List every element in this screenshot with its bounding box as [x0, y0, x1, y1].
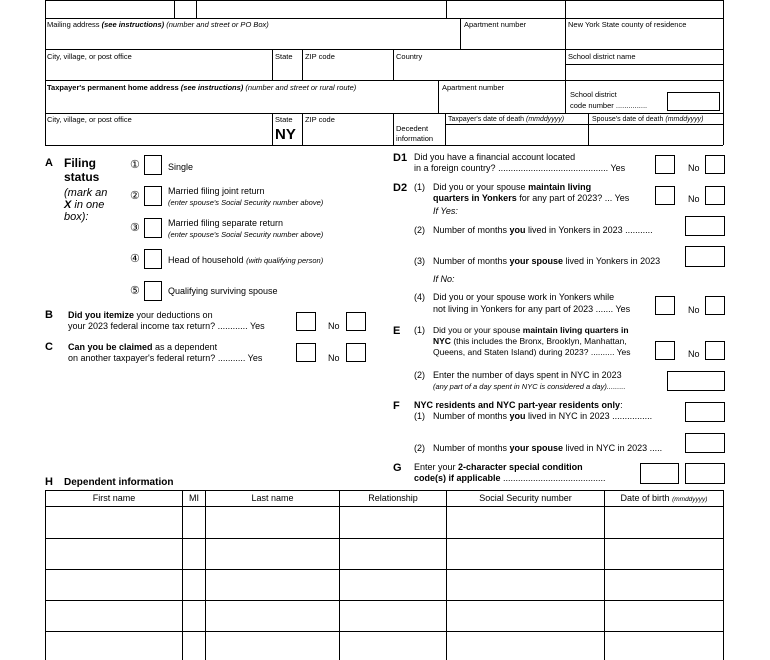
f-q2-dots: .....: [647, 443, 663, 453]
nyc-quarters-yes-checkbox[interactable]: [655, 341, 675, 360]
d2-q3-bold: your spouse: [509, 256, 564, 266]
col-header-ssn: Social Security number: [479, 493, 572, 503]
filing-option-label: Married filing separate return: [168, 218, 284, 228]
filing-option-number: ③: [130, 222, 140, 234]
filing-option-number: ⑤: [130, 285, 140, 297]
dependent-row[interactable]: [46, 632, 722, 660]
d2-no-checkbox[interactable]: [705, 186, 725, 205]
filing-option-number: ②: [130, 190, 140, 202]
filing-instr-1: (mark an: [64, 187, 108, 199]
e-q2-hint: (any part of a day spent in NYC is considered a day): [433, 382, 607, 391]
filing-option-number: ④: [130, 253, 140, 265]
e-q2-dots: .........: [606, 382, 626, 391]
f-q1-text-2: lived in NYC in 2023: [525, 411, 610, 421]
section-g-letter: G: [393, 462, 402, 474]
g-dots: .........................................: [500, 473, 606, 483]
dependent-row[interactable]: [46, 570, 722, 599]
itemize-no-checkbox[interactable]: [346, 312, 366, 331]
special-condition-code-1[interactable]: [640, 463, 679, 484]
d2-if-no: If No:: [433, 274, 455, 284]
d2-q2-dots: ...........: [622, 225, 653, 235]
col-header-first-name: First name: [92, 493, 136, 503]
section-b-letter: B: [45, 309, 53, 321]
apartment-number-label-2: Apartment number: [442, 83, 505, 92]
d2-q2-bold: you: [509, 225, 526, 235]
e-q1-nyc: NYC: [433, 336, 451, 346]
f-q2-bold: your spouse: [509, 443, 564, 453]
d2-yes-checkbox[interactable]: [655, 186, 675, 205]
country-label: Country: [396, 52, 423, 61]
e-q1-num: (1): [414, 325, 425, 335]
yonkers-work-yes-checkbox[interactable]: [655, 296, 675, 315]
nyc-quarters-no-checkbox[interactable]: [705, 341, 725, 360]
itemize-bold: Did you itemize: [68, 310, 135, 320]
dependent-dots: ...........: [215, 353, 248, 363]
filing-option-label: Single: [168, 162, 194, 172]
state-value: NY: [275, 126, 296, 143]
city-field-2[interactable]: [46, 125, 271, 144]
permanent-address-field[interactable]: [46, 94, 437, 112]
filing-option-hint: (enter spouse's Social Security number above): [168, 230, 324, 239]
d2-yes-label: Yes: [614, 193, 630, 203]
filing-single-checkbox[interactable]: [144, 155, 162, 175]
school-district-label: School district: [570, 90, 617, 99]
f-q1-bold: you: [509, 411, 526, 421]
school-district-name-field[interactable]: [566, 65, 722, 79]
dependent-row[interactable]: [46, 507, 722, 537]
d2-q1-bold-2: quarters in Yonkers: [433, 193, 517, 203]
filing-separate-checkbox[interactable]: [144, 218, 162, 238]
section-h-letter: H: [45, 476, 53, 488]
itemize-text-2: your 2023 federal income tax return?: [68, 321, 216, 331]
spouse-death-label: Spouse's date of death: [592, 116, 664, 123]
zip-label: ZIP code: [305, 52, 335, 61]
see-instructions-label: (see instructions): [101, 20, 165, 29]
dependent-yes-checkbox[interactable]: [296, 343, 316, 362]
d2-q4-text-2: not living in Yonkers for any part of 2023: [433, 304, 594, 314]
d2-q4-dots: .......: [593, 304, 616, 314]
dependent-row[interactable]: [46, 539, 722, 568]
state-label: State: [275, 52, 293, 61]
dependent-row[interactable]: [46, 601, 722, 630]
col-header-dob: Date of birth: [620, 493, 670, 503]
permanent-address-hint: (number and street or rural route): [245, 83, 357, 92]
d1-text-2: in a foreign country?: [414, 163, 496, 173]
school-district-code-box[interactable]: [667, 92, 720, 111]
itemize-no-label: No: [328, 321, 340, 331]
dependent-text-1: as a dependent: [152, 342, 218, 352]
itemize-dots: ............: [215, 321, 250, 331]
permanent-address-label: Taxpayer's permanent home address: [47, 83, 179, 92]
f-title: NYC residents and NYC part-year residents only: [414, 400, 621, 410]
d2-q2-text-2: lived in Yonkers in 2023: [525, 225, 623, 235]
e-q1-text-3: Queens, and Staten Island) during 2023?: [433, 347, 589, 357]
dependent-text-2: on another taxpayer's federal return?: [68, 353, 216, 363]
d2-q4-no-label: No: [688, 305, 700, 315]
g-bold: 2-character special condition: [458, 462, 583, 472]
filing-title-1: Filing: [64, 156, 96, 170]
state-label-2: State: [275, 115, 293, 124]
f-q1-num: (1): [414, 411, 425, 421]
city-label-2: City, village, or post office: [47, 115, 132, 124]
d1-no-label: No: [688, 163, 700, 173]
d2-q1-dots: ...: [602, 193, 615, 203]
filing-surviving-spouse-checkbox[interactable]: [144, 281, 162, 301]
dependent-no-checkbox[interactable]: [346, 343, 366, 362]
filing-head-household-checkbox[interactable]: [144, 249, 162, 269]
e-yes-label: Yes: [616, 347, 631, 357]
filing-title-2: status: [64, 170, 100, 184]
yonkers-months-you-field[interactable]: [685, 216, 725, 236]
d1-yes-checkbox[interactable]: [655, 155, 675, 174]
f-q2-num: (2): [414, 443, 425, 453]
filing-instr-2: in one: [71, 199, 105, 211]
apartment-number-label: Apartment number: [464, 20, 527, 29]
section-d1-label: D1: [393, 152, 408, 164]
filing-option-number: ①: [130, 159, 140, 171]
mailing-address-label: Mailing address: [47, 20, 100, 29]
d1-yes-label: Yes: [610, 163, 626, 173]
d1-dots: ............................................: [495, 163, 611, 173]
country-field[interactable]: [394, 62, 564, 79]
col-header-relationship: Relationship: [368, 493, 418, 503]
f-colon: :: [620, 400, 623, 410]
nyc-days-field[interactable]: [667, 371, 725, 391]
d2-no-label: No: [688, 194, 700, 204]
taxpayer-death-label: Taxpayer's date of death: [448, 116, 525, 123]
filing-option-hint: (with qualifying person): [246, 256, 324, 265]
taxpayer-death-field[interactable]: [446, 125, 587, 144]
d2-q3-num: (3): [414, 256, 425, 266]
apartment-number-field[interactable]: [461, 30, 564, 48]
e-q1-text: Did you or your spouse: [433, 325, 523, 335]
county-field[interactable]: [566, 30, 722, 48]
e-q1-dots: ..........: [588, 347, 617, 357]
filing-option-label: Head of household: [168, 255, 244, 265]
section-f-letter: F: [393, 400, 400, 412]
itemize-yes-checkbox[interactable]: [296, 312, 316, 331]
filing-option-hint: (enter spouse's Social Security number above): [168, 198, 324, 207]
col-header-mi: MI: [189, 493, 199, 503]
d2-q4-num: (4): [414, 292, 425, 302]
col-header-last-name: Last name: [251, 493, 294, 503]
yonkers-work-no-checkbox[interactable]: [705, 296, 725, 315]
d1-text-1: Did you have a financial account located: [414, 152, 576, 162]
filing-instr-3: box):: [64, 211, 89, 223]
filing-option-label: Qualifying surviving spouse: [168, 286, 278, 296]
mmddyyyy-hint-2: (mmddyyyy): [665, 116, 704, 123]
f-q2-text-2: lived in NYC in 2023: [563, 443, 648, 453]
d2-q2-text: Number of months: [433, 225, 510, 235]
d1-no-checkbox[interactable]: [705, 155, 725, 174]
see-instructions-label-2: (see instructions): [180, 83, 244, 92]
filing-joint-checkbox[interactable]: [144, 186, 162, 206]
section-a-letter: A: [45, 157, 53, 169]
dependent-yes-label: Yes: [247, 353, 263, 363]
g-text: Enter your: [414, 462, 459, 472]
city-field[interactable]: [46, 62, 271, 79]
zip-field[interactable]: [303, 62, 392, 79]
zip-field-2[interactable]: [303, 125, 392, 144]
d2-if-yes: If Yes:: [433, 206, 458, 216]
decedent-label-1: Decedent: [396, 124, 429, 133]
f-q1-dots: ................: [609, 411, 653, 421]
decedent-label-2: information: [396, 134, 434, 143]
d2-q1-text: Did you or your spouse: [433, 182, 529, 192]
code-number-dots: ...............: [615, 101, 648, 110]
itemize-text-1: your deductions on: [134, 310, 213, 320]
county-label: New York State county of residence: [568, 20, 687, 29]
section-d2-label: D2: [393, 182, 408, 194]
e-q1-text-2: (this includes the Bronx, Brooklyn, Manhattan,: [450, 336, 627, 346]
yonkers-months-spouse-field[interactable]: [685, 246, 725, 267]
f-q1-text: Number of months: [433, 411, 510, 421]
d2-q3-text: Number of months: [433, 256, 510, 266]
d2-q4-yes-label: Yes: [615, 304, 631, 314]
d2-q1-bold: maintain living: [528, 182, 592, 192]
state-field[interactable]: [273, 62, 301, 79]
g-bold-2: code(s) if applicable: [414, 473, 501, 483]
f-q2-text: Number of months: [433, 443, 510, 453]
e-q1-bold: maintain living quarters in: [522, 325, 629, 335]
dependent-bold: Can you be claimed: [68, 342, 153, 352]
city-label: City, village, or post office: [47, 52, 132, 61]
filing-instr-x: X: [64, 199, 72, 211]
dependent-no-label: No: [328, 353, 340, 363]
mailing-address-field[interactable]: [46, 30, 459, 48]
e-q2-num: (2): [414, 370, 425, 380]
zip-label-2: ZIP code: [305, 115, 335, 124]
d2-q2-num: (2): [414, 225, 425, 235]
school-district-name-label: School district name: [568, 52, 636, 61]
nyc-months-spouse-field[interactable]: [685, 433, 725, 453]
section-e-letter: E: [393, 325, 401, 337]
itemize-yes-label: Yes: [249, 321, 265, 331]
mailing-hint: (number and street or PO Box): [166, 20, 269, 29]
code-number-label: code number: [570, 101, 614, 110]
nyc-months-you-field[interactable]: [685, 402, 725, 422]
dependent-info-title: Dependent information: [64, 477, 174, 488]
d2-q3-text-2: lived in Yonkers in 2023: [563, 256, 661, 266]
col-header-dob-hint: (mmddyyyy): [672, 496, 708, 503]
d2-q4-text: Did you or your spouse work in Yonkers while: [433, 292, 615, 302]
spouse-death-field[interactable]: [589, 125, 722, 144]
e-no-label: No: [688, 349, 700, 359]
special-condition-code-2[interactable]: [685, 463, 725, 484]
d2-q1-num: (1): [414, 182, 425, 192]
apartment-number-field-2[interactable]: [439, 94, 564, 112]
section-c-letter: C: [45, 341, 53, 353]
d2-q1-text-2: for any part of 2023?: [516, 193, 603, 203]
e-q2-text: Enter the number of days spent in NYC in 2023: [433, 370, 622, 380]
filing-option-label: Married filing joint return: [168, 186, 265, 196]
mmddyyyy-hint: (mmddyyyy): [526, 116, 565, 123]
